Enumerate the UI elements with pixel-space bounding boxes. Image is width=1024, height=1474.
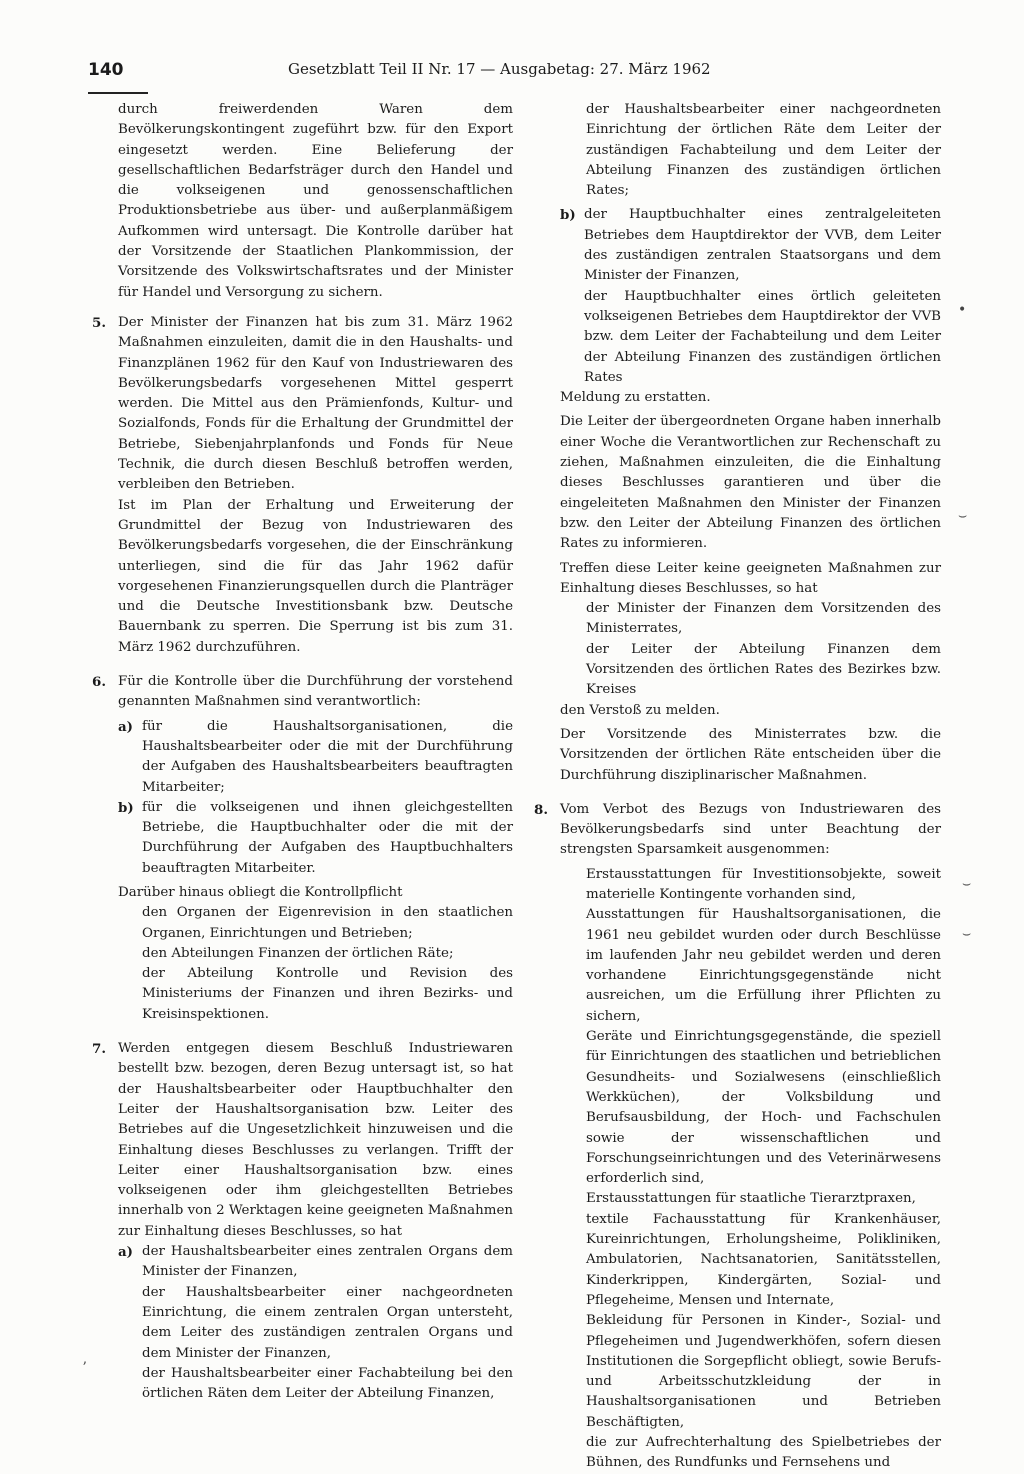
list-item: den Organen der Eigenrevision in den staatlichen Organen, Einrichtungen und Betrieben; — [142, 905, 513, 941]
item-number: 6. — [92, 674, 106, 691]
scan-mark-icon: ⌣ — [962, 926, 972, 942]
list-item: Geräte und Einrichtungsgegenstände, die speziell für Einrichtungen des staatlichen und betrieblichen Gesundheits- und Sozialwesens (einschließlich Werkküchen), der Volksbildung und Berufsausbildung, der Hoch- und Fachschulen sowie der wissenschaftlichen und Forschungseinrichtungen und des Veterinärwesens erforderlich sind, — [586, 1029, 941, 1187]
list-item: Ausstattungen für Haushaltsorganisationen, die 1961 neu gebildet wurden oder durch Beschlüsse im laufenden Jahr neu gebildet werden und deren vorhandene Einrichtungsgegenstände nicht ausreichen, um die Erfüllung ihrer Pflichten zu sichern, — [586, 907, 941, 1024]
list-item: Erstausstattungen für staatliche Tierarztpraxen, — [586, 1191, 916, 1207]
sub-text: für die volkseigenen und ihnen gleichgestellten Betriebe, die Hauptbuchhalter oder die mit der Durchführung der Aufgaben des Hauptbuchhalters beauftragten Mitarbeiter. — [142, 799, 513, 876]
item-7-sub-a — [118, 1242, 513, 1404]
list-item: textile Fachausstattung für Krankenhäuser, Kureinrichtungen, Erholungsheime, Polikliniken, Ambulatorien, Nachtsanatorien, Sanitätsstellen, Kinderkrippen, Kindergärten, Sozial- und Pflegeheime, Mensen und Internate, — [586, 1211, 941, 1308]
item-7-sub-b — [560, 205, 941, 388]
list-item: der Abteilung Kontrolle und Revision des Ministeriums der Finanzen und ihren Bezirks- und Kreisinspektionen. — [142, 966, 513, 1022]
vorsitzende-paragraph: Der Vorsitzende des Ministerrates bzw. die Vorsitzenden der örtlichen Räte entscheiden über die Durchführung disziplinarischer Maßnahmen. — [560, 726, 941, 783]
sub-text: für die Haushaltsorganisationen, die Haushaltsbearbeiter oder die mit der Durchführung der Aufgaben des Haushaltsbearbeiters beauftragten Mitarbeiter; — [142, 718, 513, 795]
item-8-intro: Vom Verbot des Bezugs von Industriewaren des Bevölkerungsbedarfs sind unter Beachtung der strengsten Sparsamkeit ausgenommen: — [560, 801, 941, 858]
item-5-paragraph-2: Ist im Plan der Erhaltung und Erweiterung der Grundmittel der Bezug von Industriewaren des Bevölkerungsbedarfs vorgesehen, die der Einschränkung unterliegen, sind die für das Jahr 1962 dafür vorgesehenen Finanzierungsquellen durch die Planträger und die Deutsche Investitionsbank bzw. Deutsche Bauernbank zu sperren. Die Sperrung ist bis zum 31. März 1962 durchzuführen. — [118, 497, 513, 655]
right-column — [534, 100, 941, 1474]
sub-label: a) — [118, 1244, 134, 1261]
header-title: Gesetzblatt Teil II Nr. 17 — Ausgabetag: 27. März 1962 — [288, 60, 711, 78]
item-6-sub-b — [118, 798, 513, 879]
list-item: Bekleidung für Personen in Kinder-, Sozial- und Pflegeheimen und Jugendwerkhöfen, sofern diesen Institutionen die Sorgepflicht obliegt, sowie Berufs- und Arbeitsschutzkleidung der in Haushaltsorganisationen und Betrieben Beschäftigten, — [586, 1313, 941, 1430]
list-item: Erstausstattungen für Investitionsobjekte, soweit materielle Kontingente vorhanden sind, — [586, 866, 941, 902]
item-6 — [92, 672, 513, 1025]
meldung-line: Meldung zu erstatten. — [560, 390, 711, 406]
leiter-paragraph: Die Leiter der übergeordneten Organe haben innerhalb einer Woche die Verantwortlichen zur Rechenschaft zu ziehen, Maßnahmen einzuleiten, die die Einhaltung dieses Beschlusses garantieren und über die eingeleiteten Maßnahmen den Minister der Finanzen bzw. den Leiter der Abteilung Finanzen des örtlichen Rates zu informieren. — [560, 414, 941, 552]
list-item: den Abteilungen Finanzen der örtlichen Räte; — [142, 945, 454, 961]
sub-label: b) — [118, 799, 134, 816]
item-6-further: Darüber hinaus obliegt die Kontrollpflicht — [118, 884, 403, 900]
item-7-intro: Werden entgegen diesem Beschluß Industriewaren bestellt bzw. bezogen, deren Bezug untersagt ist, so hat der Haushaltsbearbeiter oder Hauptbuchhalter den Leiter der Haushaltsorganisation bzw. Leiter des Betriebes auf die Ungesetzlichkeit hinzuweisen und die Einhaltung dieses Beschlusses zu verlangen. Trifft der Leiter einer Haushaltsorganisation bzw. eines volkseigenen oder ihm gleichgestellten Betriebes innerhalb von 2 Werktagen keine geeigneten Maßnahmen zur Einhaltung dieses Beschlusses, so hat — [118, 1041, 513, 1239]
list-item: der Hauptbuchhalter eines örtlich geleiteten volkseigenen Betriebes dem Hauptdirektor der VVB bzw. dem Leiter der Fachabteilung und dem Leiter der Abteilung Finanzen des zuständigen örtlichen Rates — [584, 288, 941, 385]
item-8 — [534, 800, 941, 1474]
list-item: der Leiter der Abteilung Finanzen dem Vorsitzenden des örtlichen Rates des Bezirkes bzw. Kreises — [586, 641, 941, 698]
scan-mark-icon: • — [958, 302, 967, 318]
sub-label: a) — [118, 718, 134, 735]
list-item: der Haushaltsbearbeiter einer nachgeordneten Einrichtung der örtlichen Räte dem Leiter der zuständigen Fachabteilung und dem Leiter der Abteilung Finanzen des zuständigen örtlichen Rates; — [586, 102, 941, 199]
list-item: der Haushaltsbearbeiter einer Fachabteilung bei den örtlichen Räten dem Leiter der Abteilung Finanzen, — [142, 1365, 513, 1402]
list-item: der Hauptbuchhalter eines zentralgeleiteten Betriebes dem Hauptdirektor der VVB, dem Leiter des zuständigen zentralen Staatsorgans und dem Minister der Finanzen, — [584, 207, 941, 284]
item-number: 5. — [92, 314, 106, 331]
page-header — [88, 56, 738, 96]
list-item: die zur Aufrechterhaltung des Spielbetriebes der Bühnen, des Rundfunks und Fernsehens und — [586, 1435, 941, 1471]
item-number: 7. — [92, 1041, 106, 1058]
item-number: 8. — [534, 801, 548, 818]
scan-mark-icon: ⌣ — [962, 876, 972, 892]
item-5-paragraph-1: Der Minister der Finanzen hat bis zum 31. März 1962 Maßnahmen einzuleiten, damit die in den Haushalts- und Finanzplänen 1962 für den Kauf von Industriewaren des Bevölkerungsbedarfs vorgesehenen Mittel gesperrt werden. Die Mittel aus den Prämienfonds, Kultur- und Sozialfonds, Fonds für die Erhaltung der Grundmittel der Betriebe, Siebenjahrplanfonds und Fonds für Neue Technik, die durch diesen Beschluß betroffen werden, verbleiben den Betrieben. — [118, 314, 513, 493]
treffen-paragraph: Treffen diese Leiter keine geeigneten Maßnahmen zur Einhaltung dieses Beschlusses, so hat — [560, 560, 941, 596]
item-6-intro: Für die Kontrolle über die Durchführung der vorstehend genannten Maßnahmen sind verantwortlich: — [118, 674, 513, 710]
list-item: der Haushaltsbearbeiter einer nachgeordneten Einrichtung, die einem zentralen Organ untersteht, dem Leiter des zuständigen zentralen Organs und dem Minister der Finanzen, — [142, 1284, 513, 1361]
scan-mark-icon: ʼ — [82, 1360, 87, 1376]
item-5 — [92, 313, 513, 658]
header-rule — [88, 92, 148, 94]
item-6-sub-a — [118, 717, 513, 798]
left-column — [92, 100, 513, 1404]
list-item: der Minister der Finanzen dem Vorsitzenden des Ministerrates, — [586, 601, 941, 637]
item-7 — [92, 1039, 513, 1404]
sub-label: b) — [560, 207, 576, 224]
page-number: 140 — [88, 60, 124, 80]
list-item: der Haushaltsbearbeiter eines zentralen Organs dem Minister der Finanzen, — [142, 1244, 513, 1280]
scan-mark-icon: ⌣ — [958, 508, 968, 524]
verstoss-line: den Verstoß zu melden. — [560, 702, 720, 718]
continuation-paragraph: durch freiwerdenden Waren dem Bevölkerungskontingent zugeführt bzw. für den Export eingesetzt werden. Eine Belieferung der gesellschaftlichen Bedarfsträger durch den Handel und die volkseigenen und genossenschaftlichen Produktionsbetriebe aus über- und außerplanmäßigem Aufkommen wird untersagt. Die Kontrolle darüber hat der Vorsitzende der Staatlichen Plankommission, der Vorsitzende des Volkswirtschaftsrates und der Minister für Handel und Versorgung zu sichern. — [118, 102, 513, 300]
